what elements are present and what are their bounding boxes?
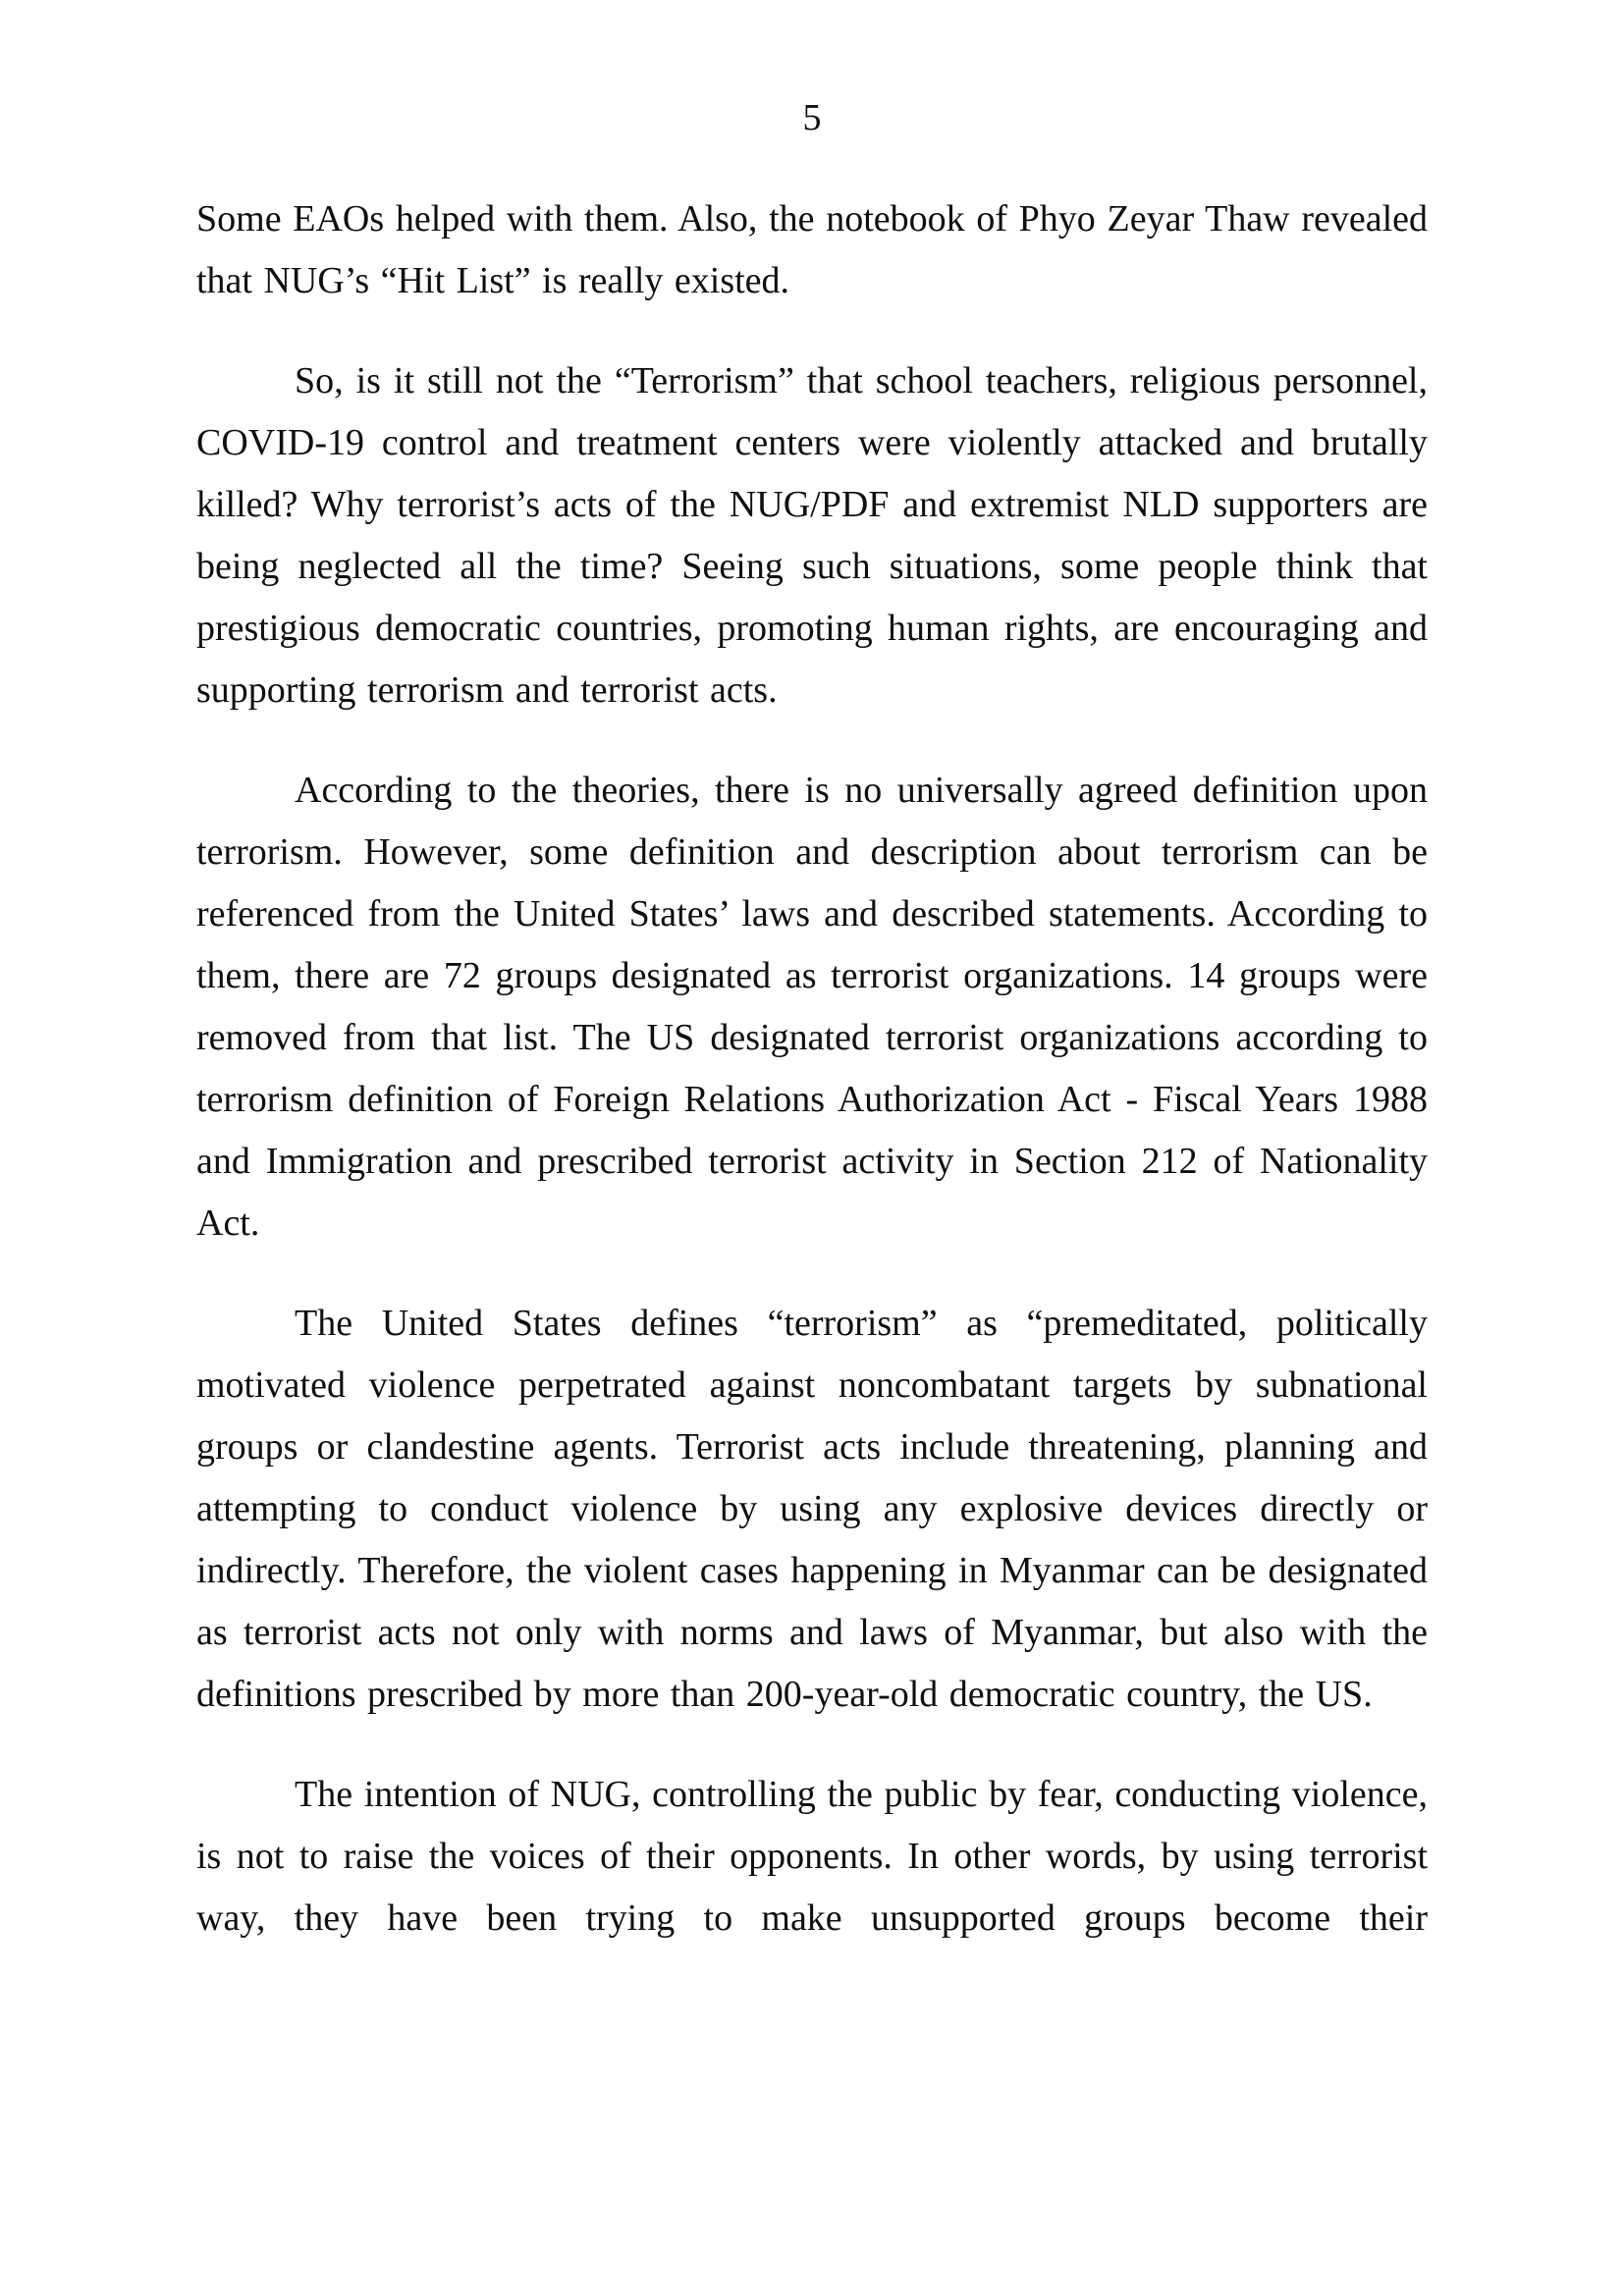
paragraph: According to the theories, there is no universally agreed definition upon terrorism. However, some definition and description about terrorism can be referenced from the United States’ laws and described statements. According to them, there are 72 groups designated as terrorist organizations. 14 groups were removed from that list. The US designated terrorist organizations according to terrorism definition of Foreign Relations Authorization Act - Fiscal Years 1988 and Immigration and prescribed terrorist activity in Section 212 of Nationality Act.: [196, 770, 1428, 1244]
paragraph: The United States defines “terrorism” as “premeditated, politically motivated violence perpetrated against noncombatant targets by subnational groups or clandestine agents. Terrorist acts include threatening, planning and attempting to conduct violence by using any explosive devices directly or indirectly. Therefore, the violent cases happening in Myanmar can be designated as terrorist acts not only with norms and laws of Myanmar, but also with the definitions prescribed by more than 200-year-old democratic country, the US.: [196, 1303, 1428, 1715]
page-number: 5: [802, 97, 822, 138]
paragraph: Some EAOs helped with them. Also, the notebook of Phyo Zeyar Thaw revealed that NUG’s “Hit List” is really existed.: [196, 198, 1428, 301]
document-body: [196, 188, 1428, 1949]
paragraph: The intention of NUG, controlling the public by fear, conducting violence, is not to raise the voices of their opponents. In other words, by using terrorist way, they have been trying to make unsupported groups become their: [196, 1774, 1428, 1939]
paragraph: So, is it still not the “Terrorism” that school teachers, religious personnel, COVID-19 control and treatment centers were violently attacked and brutally killed? Why terrorist’s acts of the NUG/PDF and extremist NLD supporters are being neglected all the time? Seeing such situations, some people think that prestigious democratic countries, promoting human rights, are encouraging and supporting terrorism and terrorist acts.: [196, 360, 1428, 711]
